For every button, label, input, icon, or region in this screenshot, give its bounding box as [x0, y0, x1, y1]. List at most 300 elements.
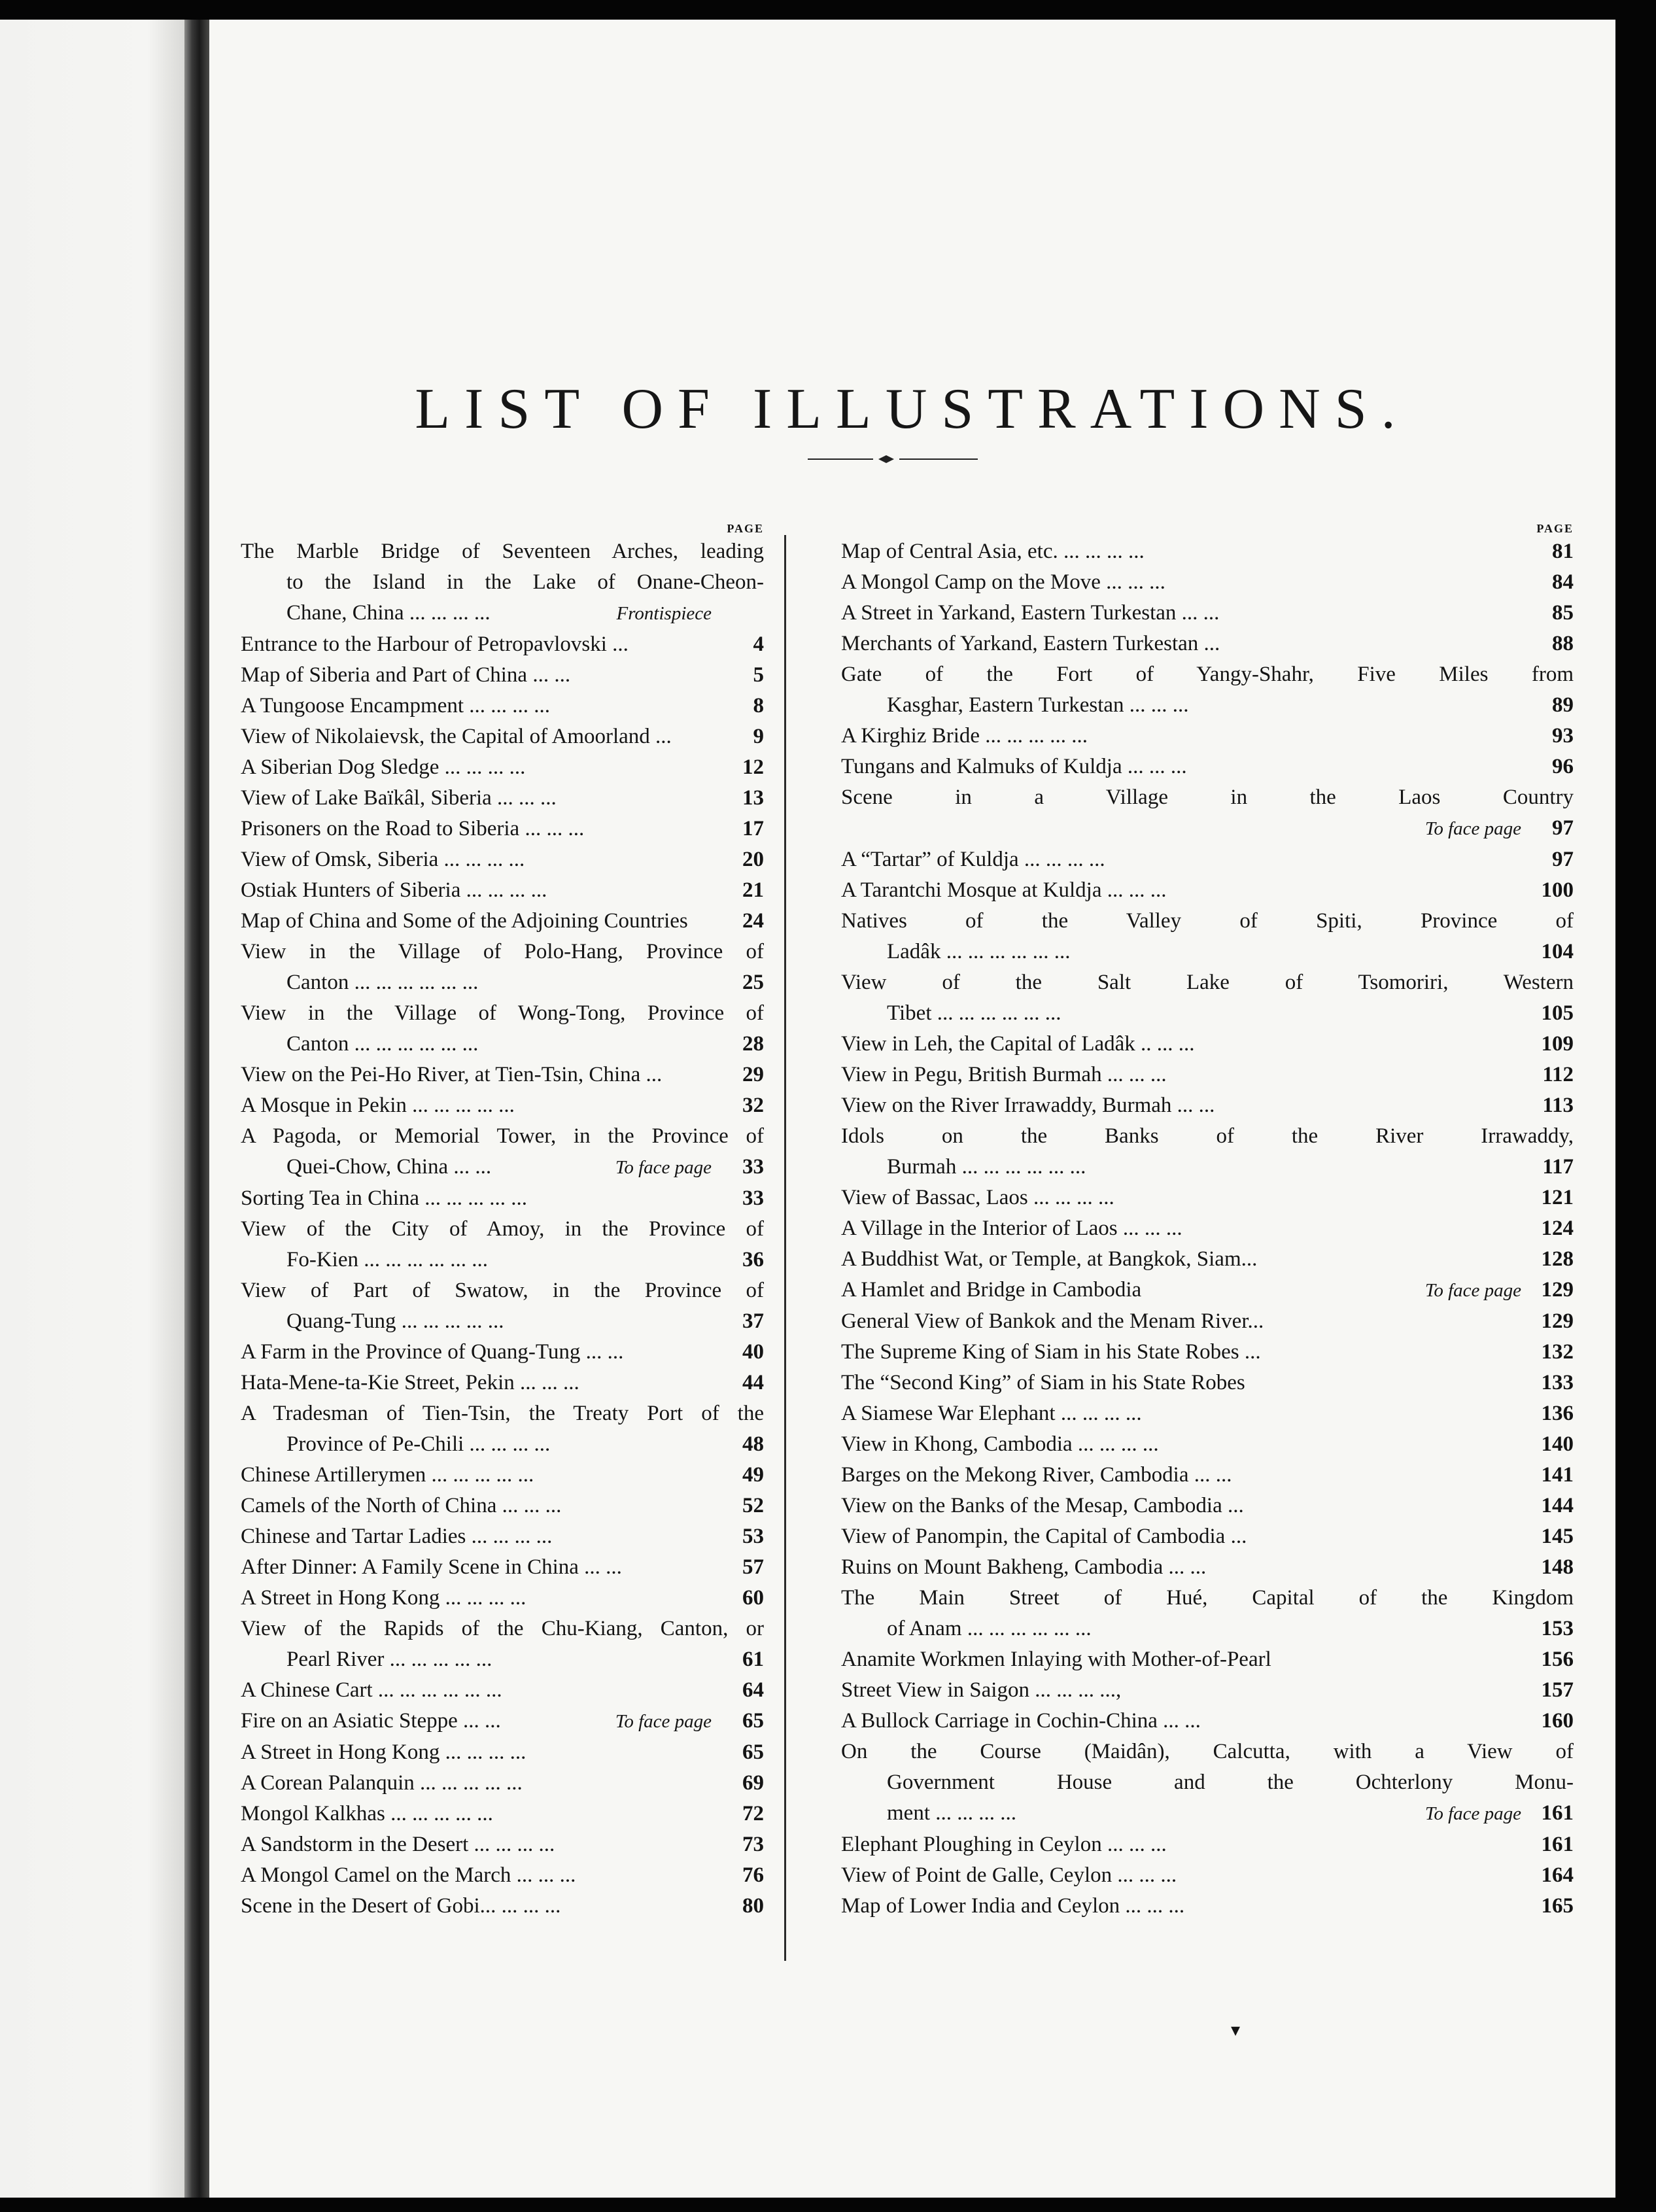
entry-row	[241, 1429, 764, 1460]
page-number: 65	[742, 1740, 764, 1764]
page-number: 161	[1541, 1833, 1574, 1856]
entry-row	[841, 598, 1574, 629]
page-number: 44	[742, 1371, 764, 1394]
entry-row	[241, 1152, 764, 1183]
title-ornament	[795, 453, 991, 466]
entry-row	[241, 598, 764, 629]
entry-row	[841, 1521, 1574, 1552]
entry-row	[241, 1090, 764, 1121]
entry-line: View in the Village of Polo-Hang, Province of	[241, 940, 764, 963]
page-number: 60	[742, 1586, 764, 1610]
entry-title: Entrance to the Harbour of Petropavlovski ...	[241, 632, 629, 656]
entry-title: Pearl River ... ... ... ... ...	[286, 1648, 492, 1671]
entry-title: Map of China and Some of the Adjoining Countries	[241, 909, 688, 933]
left-column	[241, 522, 764, 1922]
page-number: 49	[742, 1463, 764, 1487]
page-number: 129	[1541, 1278, 1574, 1302]
page-number: 161	[1541, 1801, 1574, 1825]
page-number: 80	[742, 1894, 764, 1918]
list-item	[841, 1306, 1574, 1337]
entry-title: Barges on the Mekong River, Cambodia ... ...	[841, 1463, 1232, 1487]
list-item	[841, 536, 1574, 567]
page-number: 85	[1552, 601, 1574, 625]
entry-title: Map of Lower India and Ceylon ... ... ...	[841, 1894, 1185, 1918]
list-item	[241, 1891, 764, 1922]
list-item	[841, 782, 1574, 844]
list-item	[241, 691, 764, 721]
list-item	[841, 1860, 1574, 1891]
entry-title: Canton ... ... ... ... ... ...	[286, 1032, 479, 1056]
page-number: 21	[742, 878, 764, 902]
entry-row	[241, 1521, 764, 1552]
entry-line: View in the Village of Wong-Tong, Province of	[241, 1001, 764, 1025]
list-item	[841, 1275, 1574, 1306]
list-item	[241, 1183, 764, 1214]
entry-title: View of Nikolaievsk, the Capital of Amoorland ...	[241, 725, 672, 748]
entry-title: Elephant Ploughing in Ceylon ... ... ...	[841, 1833, 1167, 1856]
list-item	[241, 1799, 764, 1829]
page-number: 13	[742, 786, 764, 810]
entry-row	[241, 629, 764, 660]
page-number: 117	[1542, 1155, 1574, 1179]
entry-row	[241, 1460, 764, 1491]
entry-title: Camels of the North of China ... ... ...	[241, 1494, 562, 1517]
entry-line: The Main Street of Hué, Capital of the Kingdom	[841, 1586, 1574, 1610]
page-number: 141	[1541, 1463, 1574, 1487]
page-number: 136	[1541, 1402, 1574, 1425]
entry-row	[241, 1768, 764, 1799]
page-number: 12	[742, 755, 764, 779]
entry-title: A Sandstorm in the Desert ... ... ... ...	[241, 1833, 555, 1856]
entry-title: A Kirghiz Bride ... ... ... ... ...	[841, 724, 1088, 748]
entry-title: After Dinner: A Family Scene in China ... ...	[241, 1555, 622, 1579]
entry-row	[241, 721, 764, 752]
page-number: 148	[1541, 1555, 1574, 1579]
entry-row	[241, 1183, 764, 1214]
entry-title: Merchants of Yarkand, Eastern Turkestan ...	[841, 632, 1220, 655]
page-number: 37	[742, 1309, 764, 1333]
list-item	[841, 1891, 1574, 1922]
entry-title: View of Lake Baïkâl, Siberia ... ... ...	[241, 786, 557, 810]
list-item	[241, 814, 764, 844]
page-number: 156	[1541, 1648, 1574, 1671]
entry-title: Tibet ... ... ... ... ... ...	[887, 1001, 1061, 1025]
entry-title: A Village in the Interior of Laos ... ... ...	[841, 1217, 1182, 1240]
entry-row	[841, 1675, 1574, 1706]
entry-line: View of the Rapids of the Chu-Kiang, Canton, or	[241, 1617, 764, 1640]
entry-note: To face page	[1424, 1803, 1521, 1824]
entry-title: A Bullock Carriage in Cochin-China ... ...	[841, 1709, 1201, 1733]
facing-page-edge	[0, 20, 184, 2198]
page-number: 72	[742, 1802, 764, 1825]
entry-title: Scene in the Desert of Gobi... ... ... ...	[241, 1894, 561, 1918]
entry-row	[241, 875, 764, 906]
list-item	[241, 783, 764, 814]
page-number: 97	[1552, 816, 1574, 840]
page-number: 164	[1541, 1863, 1574, 1887]
entry-title: A Corean Palanquin ... ... ... ... ...	[241, 1771, 523, 1795]
page-number: 113	[1542, 1094, 1574, 1117]
page-number: 88	[1552, 632, 1574, 655]
list-item	[841, 659, 1574, 721]
page-number: 121	[1541, 1186, 1574, 1209]
page-number: 84	[1552, 570, 1574, 594]
illustration-list-right	[841, 536, 1574, 1922]
list-item	[841, 1706, 1574, 1737]
entry-row	[241, 660, 764, 691]
entry-title: Anamite Workmen Inlaying with Mother-of-Pearl	[841, 1648, 1271, 1671]
entry-title: A Street in Yarkand, Eastern Turkestan ... ...	[841, 601, 1220, 625]
page-number: 69	[742, 1771, 764, 1795]
entry-title: View on the River Irrawaddy, Burmah ... ...	[841, 1094, 1215, 1117]
entry-title: View in Pegu, British Burmah ... ... ...	[841, 1063, 1167, 1086]
entry-row	[241, 1860, 764, 1891]
entry-row	[241, 1644, 764, 1675]
entry-title: A Mongol Camp on the Move ... ... ...	[841, 570, 1165, 594]
entry-title: A Tungoose Encampment ... ... ... ...	[241, 694, 551, 717]
list-item	[841, 1552, 1574, 1583]
entry-title: Prisoners on the Road to Siberia ... ... ...	[241, 817, 585, 840]
list-item	[241, 1491, 764, 1521]
list-item	[241, 1521, 764, 1552]
illustration-list-left	[241, 536, 764, 1922]
entry-row	[241, 1706, 764, 1737]
list-item	[841, 906, 1574, 967]
entry-row	[841, 1429, 1574, 1460]
page-number: 97	[1552, 848, 1574, 871]
list-item	[841, 752, 1574, 782]
list-item	[241, 1368, 764, 1398]
entry-row	[841, 1460, 1574, 1491]
list-item	[841, 1491, 1574, 1521]
entry-line: On the Course (Maidân), Calcutta, with a View of	[841, 1740, 1574, 1763]
entry-row	[841, 1244, 1574, 1275]
entry-row	[841, 1183, 1574, 1213]
entry-title: Chane, China ... ... ... ...	[286, 601, 491, 625]
entry-title: Tungans and Kalmuks of Kuldja ... ... ...	[841, 755, 1187, 778]
list-item	[241, 1737, 764, 1768]
list-item	[841, 1244, 1574, 1275]
entry-title: General View of Bankok and the Menam River...	[841, 1309, 1264, 1333]
page-number: 33	[742, 1155, 764, 1179]
entry-row	[841, 1614, 1574, 1644]
entry-line: A Tradesman of Tien-Tsin, the Treaty Port of the	[241, 1402, 764, 1425]
list-item	[241, 1214, 764, 1275]
entry-title: Quang-Tung ... ... ... ... ...	[286, 1309, 504, 1333]
page-number: 144	[1541, 1494, 1574, 1517]
entry-row	[241, 967, 764, 998]
entry-row	[241, 844, 764, 875]
entry-row	[841, 690, 1574, 721]
entry-row	[841, 1029, 1574, 1060]
entry-row	[241, 1060, 764, 1090]
column-divider	[784, 535, 786, 1961]
entry-title: Chinese Artillerymen ... ... ... ... ...	[241, 1463, 534, 1487]
page-number: 133	[1541, 1371, 1574, 1394]
page-column-heading: PAGE	[1536, 522, 1574, 535]
list-item	[841, 875, 1574, 906]
entry-title: Fo-Kien ... ... ... ... ... ...	[286, 1248, 488, 1271]
entry-title: A Siberian Dog Sledge ... ... ... ...	[241, 755, 526, 779]
page-number: 36	[742, 1248, 764, 1271]
list-item	[841, 1521, 1574, 1552]
entry-row	[841, 1152, 1574, 1183]
page-number: 28	[742, 1032, 764, 1056]
entry-row	[841, 1860, 1574, 1891]
list-item	[241, 1583, 764, 1614]
entry-line: The Marble Bridge of Seventeen Arches, leading	[241, 540, 764, 563]
list-item	[241, 1829, 764, 1860]
entry-row	[241, 1583, 764, 1614]
page-number: 61	[742, 1648, 764, 1671]
entry-line: Scene in a Village in the Laos Country	[841, 786, 1574, 809]
entry-row	[241, 1306, 764, 1337]
list-item	[241, 1090, 764, 1121]
entry-line: Gate of the Fort of Yangy-Shahr, Five Miles from	[841, 663, 1574, 686]
entry-row	[841, 875, 1574, 906]
entry-row	[841, 1306, 1574, 1337]
entry-title: View of Point de Galle, Ceylon ... ... ...	[841, 1863, 1177, 1887]
page-number: 8	[753, 694, 764, 717]
page-number: 57	[742, 1555, 764, 1579]
page-number: 157	[1541, 1678, 1574, 1702]
entry-title: of Anam ... ... ... ... ... ...	[887, 1617, 1092, 1640]
entry-title: View in Khong, Cambodia ... ... ... ...	[841, 1432, 1159, 1456]
entry-title: Kasghar, Eastern Turkestan ... ... ...	[887, 693, 1189, 717]
list-item	[241, 1768, 764, 1799]
entry-row	[841, 721, 1574, 752]
list-item	[841, 967, 1574, 1029]
entry-line: View of the City of Amoy, in the Province of	[241, 1217, 764, 1241]
page-number: 132	[1541, 1340, 1574, 1364]
list-item	[241, 1337, 764, 1368]
list-item	[841, 629, 1574, 659]
page-number: 25	[742, 971, 764, 994]
entry-row	[841, 1891, 1574, 1922]
entry-line: View of Part of Swatow, in the Province of	[241, 1279, 764, 1302]
page-number: 17	[742, 817, 764, 840]
page-number: 64	[742, 1678, 764, 1702]
page-number: 140	[1541, 1432, 1574, 1456]
list-item	[841, 1337, 1574, 1368]
entry-title: View on the Banks of the Mesap, Cambodia ...	[841, 1494, 1244, 1517]
entry-row	[241, 1029, 764, 1060]
entry-row	[841, 629, 1574, 659]
entry-title: Fire on an Asiatic Steppe ... ...	[241, 1709, 501, 1733]
entry-title: A Siamese War Elephant ... ... ... ...	[841, 1402, 1142, 1425]
list-item	[241, 1614, 764, 1675]
entry-title: The “Second King” of Siam in his State Robes	[841, 1371, 1245, 1394]
entry-note: To face page	[615, 1711, 712, 1732]
entry-title: Ruins on Mount Bakheng, Cambodia ... ...	[841, 1555, 1207, 1579]
page-number: 105	[1541, 1001, 1574, 1025]
page-number: 32	[742, 1094, 764, 1117]
list-item	[241, 906, 764, 937]
list-item	[841, 598, 1574, 629]
entry-row	[841, 536, 1574, 567]
list-item	[841, 1429, 1574, 1460]
page-number: 52	[742, 1494, 764, 1517]
list-item	[841, 1460, 1574, 1491]
entry-line: to the Island in the Lake of Onane-Cheon-	[286, 570, 764, 594]
entry-title: The Supreme King of Siam in his State Robes ...	[841, 1340, 1261, 1364]
list-item	[241, 660, 764, 691]
entry-title: A Mosque in Pekin ... ... ... ... ...	[241, 1094, 515, 1117]
entry-line: A Pagoda, or Memorial Tower, in the Province of	[241, 1124, 764, 1148]
entry-row	[841, 998, 1574, 1029]
page-number: 53	[742, 1525, 764, 1548]
entry-title: A “Tartar” of Kuldja ... ... ... ...	[841, 848, 1105, 871]
entry-row	[841, 1275, 1574, 1306]
entry-note: To face page	[1424, 1280, 1521, 1301]
entry-title: A Street in Hong Kong ... ... ... ...	[241, 1586, 526, 1610]
entry-row	[841, 1060, 1574, 1090]
page-number: 33	[742, 1186, 764, 1210]
page-number: 145	[1541, 1525, 1574, 1548]
entry-title: Street View in Saigon ... ... ... ...,	[841, 1678, 1122, 1702]
list-item	[241, 721, 764, 752]
entry-row	[841, 813, 1574, 844]
entry-line: View of the Salt Lake of Tsomoriri, Western	[841, 971, 1574, 994]
list-item	[241, 629, 764, 660]
entry-row	[841, 1552, 1574, 1583]
list-item	[241, 937, 764, 998]
page-title: LIST OF ILLUSTRATIONS.	[415, 377, 1410, 441]
page-number: 93	[1552, 724, 1574, 748]
entry-title: A Farm in the Province of Quang-Tung ... ...	[241, 1340, 624, 1364]
list-item	[841, 1090, 1574, 1121]
entry-row	[841, 1398, 1574, 1429]
list-item	[841, 1183, 1574, 1213]
list-item	[241, 844, 764, 875]
entry-row	[241, 783, 764, 814]
entry-note: To face page	[615, 1157, 712, 1178]
list-item	[841, 721, 1574, 752]
entry-row	[241, 1829, 764, 1860]
entry-row	[241, 691, 764, 721]
page-number: 4	[753, 632, 764, 656]
list-item	[841, 1583, 1574, 1644]
page-number: 29	[742, 1063, 764, 1086]
page-number: 129	[1541, 1309, 1574, 1333]
list-item	[841, 1368, 1574, 1398]
list-item	[241, 1060, 764, 1090]
entry-title: Chinese and Tartar Ladies ... ... ... ...	[241, 1525, 553, 1548]
page-number: 48	[742, 1432, 764, 1456]
entry-row	[841, 1798, 1574, 1829]
page-number: 9	[753, 725, 764, 748]
entry-title: Ladâk ... ... ... ... ... ...	[887, 940, 1071, 963]
page-number: 81	[1552, 540, 1574, 563]
list-item	[241, 1275, 764, 1337]
page-number: 153	[1541, 1617, 1574, 1640]
list-item	[841, 1675, 1574, 1706]
entry-title: View of Panompin, the Capital of Cambodia ...	[841, 1525, 1247, 1548]
entry-line: Natives of the Valley of Spiti, Province of	[841, 909, 1574, 933]
entry-title: A Street in Hong Kong ... ... ... ...	[241, 1740, 526, 1764]
entry-row	[241, 1799, 764, 1829]
entry-row	[841, 1213, 1574, 1244]
entry-note: To face page	[1424, 818, 1521, 839]
entry-row	[841, 1829, 1574, 1860]
entry-title: View on the Pei-Ho River, at Tien-Tsin, China ...	[241, 1063, 663, 1086]
entry-title: Mongol Kalkhas ... ... ... ... ...	[241, 1802, 493, 1825]
entry-title: Burmah ... ... ... ... ... ...	[887, 1155, 1086, 1179]
page-number: 40	[742, 1340, 764, 1364]
page-number: 65	[742, 1709, 764, 1733]
page-number: 76	[742, 1863, 764, 1887]
entry-title: Quei-Chow, China ... ...	[286, 1155, 492, 1179]
page-number: 20	[742, 848, 764, 871]
entry-row	[241, 814, 764, 844]
entry-line: Government House and the Ochterlony Monu-	[887, 1771, 1574, 1794]
entry-title: ment ... ... ... ...	[887, 1801, 1016, 1825]
entry-row	[241, 906, 764, 937]
entry-title: Map of Siberia and Part of China ... ...	[241, 663, 571, 687]
entry-row	[841, 1644, 1574, 1675]
entry-row	[241, 752, 764, 783]
entry-row	[841, 1090, 1574, 1121]
entry-title: Hata-Mene-ta-Kie Street, Pekin ... ... ...	[241, 1371, 579, 1394]
entry-title: View of Bassac, Laos ... ... ... ...	[841, 1186, 1114, 1209]
entry-row	[841, 567, 1574, 598]
list-item	[841, 1398, 1574, 1429]
list-item	[241, 536, 764, 629]
entry-row	[241, 1552, 764, 1583]
entry-row	[241, 1245, 764, 1275]
entry-line: Idols on the Banks of the River Irrawaddy,	[841, 1124, 1574, 1148]
list-item	[241, 1121, 764, 1183]
page-number: 124	[1541, 1217, 1574, 1240]
page-number: 100	[1541, 878, 1574, 902]
entry-row	[841, 752, 1574, 782]
list-item	[841, 844, 1574, 875]
entry-title: A Buddhist Wat, or Temple, at Bangkok, Siam...	[841, 1247, 1258, 1271]
list-item	[841, 567, 1574, 598]
entry-note: Frontispiece	[616, 603, 712, 624]
list-item	[241, 1706, 764, 1737]
page-number: 112	[1542, 1063, 1574, 1086]
page-number: 160	[1541, 1709, 1574, 1733]
right-column	[841, 522, 1574, 1922]
page-column-heading: PAGE	[727, 522, 764, 535]
list-item	[841, 1644, 1574, 1675]
entry-title: A Tarantchi Mosque at Kuldja ... ... ...	[841, 878, 1167, 902]
entry-title: Map of Central Asia, etc. ... ... ... ...	[841, 540, 1145, 563]
list-item	[241, 1552, 764, 1583]
page-number: 109	[1541, 1032, 1574, 1056]
entry-title: View in Leh, the Capital of Ladâk .. ... ...	[841, 1032, 1195, 1056]
page-number: 165	[1541, 1894, 1574, 1918]
list-item	[841, 1829, 1574, 1860]
page-number: 5	[753, 663, 764, 687]
entry-row	[841, 844, 1574, 875]
entry-row	[241, 1491, 764, 1521]
entry-row	[841, 937, 1574, 967]
page-number: 96	[1552, 755, 1574, 778]
entry-row	[241, 1368, 764, 1398]
entry-row	[241, 1891, 764, 1922]
book-page	[209, 20, 1615, 2198]
book-gutter	[184, 20, 209, 2198]
entry-title: Sorting Tea in China ... ... ... ... ...	[241, 1186, 527, 1210]
entry-title: Province of Pe-Chili ... ... ... ...	[286, 1432, 551, 1456]
list-item	[841, 1121, 1574, 1183]
list-item	[241, 1398, 764, 1460]
entry-title: Canton ... ... ... ... ... ...	[286, 971, 479, 994]
entry-title: Ostiak Hunters of Siberia ... ... ... ...	[241, 878, 547, 902]
entry-row	[241, 1337, 764, 1368]
